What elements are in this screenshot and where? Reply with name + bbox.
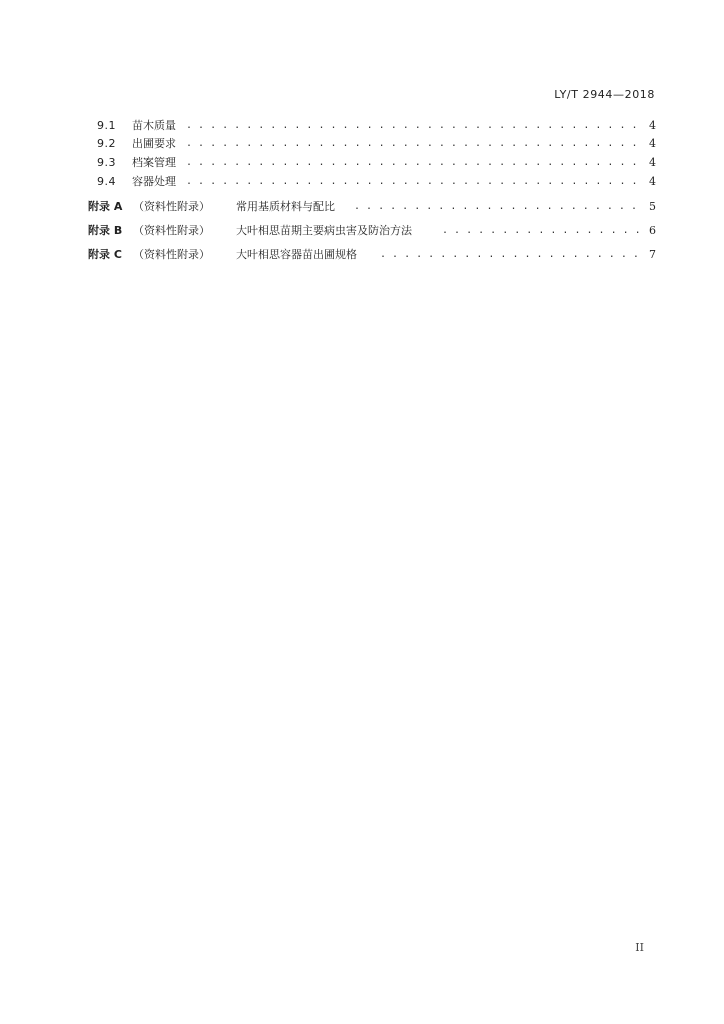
section-number: 9.2 xyxy=(97,137,116,150)
toc-entry-appendix-c[interactable] xyxy=(0,247,724,263)
section-title: 出圃要求 xyxy=(132,137,176,150)
page-reference: 4 xyxy=(649,156,656,169)
appendix-label: 附录 C xyxy=(88,248,122,261)
page-reference: 4 xyxy=(649,175,656,188)
appendix-type: （资料性附录） xyxy=(133,224,210,237)
section-number: 9.1 xyxy=(97,119,116,132)
appendix-type: （资料性附录） xyxy=(133,248,210,261)
dot-leader xyxy=(186,155,644,171)
toc-entry-appendix-b[interactable] xyxy=(0,223,724,239)
toc-entry-9-3[interactable] xyxy=(0,155,724,171)
toc-entry-9-4[interactable] xyxy=(0,174,724,190)
page-number: II xyxy=(635,941,644,954)
page-reference: 4 xyxy=(649,119,656,132)
dot-leader xyxy=(186,118,644,134)
toc-entry-appendix-a[interactable] xyxy=(0,199,724,215)
section-number: 9.4 xyxy=(97,175,116,188)
standard-code: LY/T 2944—2018 xyxy=(554,88,655,101)
section-title: 档案管理 xyxy=(132,156,176,169)
dot-leader xyxy=(380,247,644,263)
appendix-title: 常用基质材料与配比 xyxy=(236,200,335,213)
appendix-title: 大叶相思容器苗出圃规格 xyxy=(236,248,357,261)
dot-leader xyxy=(442,223,644,239)
dot-leader xyxy=(186,136,644,152)
appendix-title: 大叶相思苗期主要病虫害及防治方法 xyxy=(236,224,412,237)
toc-entry-9-2[interactable] xyxy=(0,136,724,152)
section-title: 容器处理 xyxy=(132,175,176,188)
appendix-label: 附录 B xyxy=(88,224,123,237)
dot-leader xyxy=(186,174,644,190)
section-title: 苗木质量 xyxy=(132,119,176,132)
page-reference: 7 xyxy=(649,248,656,261)
toc-entry-9-1[interactable] xyxy=(0,118,724,134)
appendix-type: （资料性附录） xyxy=(133,200,210,213)
dot-leader xyxy=(354,199,644,215)
page-reference: 4 xyxy=(649,137,656,150)
page-reference: 6 xyxy=(649,224,656,237)
appendix-label: 附录 A xyxy=(88,200,123,213)
section-number: 9.3 xyxy=(97,156,116,169)
page-reference: 5 xyxy=(649,200,656,213)
